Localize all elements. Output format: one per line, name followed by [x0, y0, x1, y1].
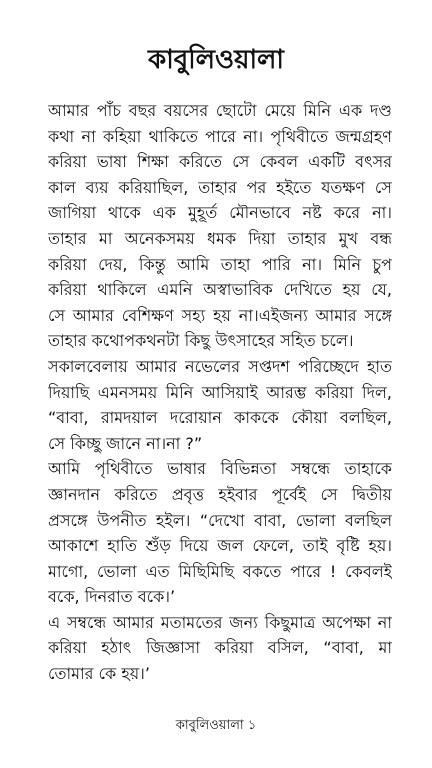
text-line: জাগিয়া থাকে এক মুহূর্ত মৌনভাবে নষ্ট করে না।: [48, 203, 392, 223]
text-line: আমি পৃথিবীতে ভাষার বিভিন্নতা সম্বন্ধে তাহাকে: [48, 459, 392, 479]
text-line: করিয়া ভাষা শিক্ষা করিতে সে কেবল একটি বৎসর: [48, 152, 392, 172]
text-line: সে আমার বেশিক্ষণ সহ্য হয় না।এইজন্য আমার সঙ্গে: [48, 305, 392, 325]
text-line: “বাবা, রামদয়াল দরোয়ান কাককে কৌয়া বলছিল,: [48, 408, 392, 428]
text-line: এ সম্বন্ধে আমার মতামতের জন্য কিছুমাত্র অপেক্ষা না: [48, 612, 392, 632]
text-line: আমার পাঁচ বছর বয়সের ছোটো মেয়ে মিনি এক দণ্ড: [48, 101, 392, 120]
paragraph-4: [48, 610, 392, 687]
text-line: কথা না কহিয়া থাকিতে পারে না। পৃথিবীতে জন্মগ্রহণ: [48, 126, 392, 146]
text-line: প্রসঙ্গে উপনীত হইল। “দেখো বাবা, ভোলা বলছিল: [48, 510, 392, 530]
text-line: সে কিচ্ছু জানে না।না ?”: [48, 433, 203, 453]
paragraph-1: [48, 98, 392, 354]
text-line: মাগো, ভোলা এত মিছিমিছি বকতে পারে ! কেবলই: [48, 561, 392, 581]
text-line: বকে, দিনরাত বকে।’: [48, 587, 176, 607]
text-line: করিয়া দেয়, কিন্তু আমি তাহা পারি না। মিনি চুপ: [48, 254, 392, 274]
paragraph-3: [48, 456, 392, 610]
text-line: সকালবেলায় আমার নভেলের সপ্তদশ পরিচ্ছেদে হাত: [48, 356, 392, 376]
text-line: দিয়াছি এমনসময় মিনি আসিয়াই আরম্ভ করিয়া দিল,: [48, 382, 392, 402]
story-text: [48, 98, 392, 687]
text-line: করিয়া থাকিলে এমনি অস্বাভাবিক দেখিতে হয় যে,: [48, 280, 392, 300]
text-line: জ্ঞানদান করিতে প্রবৃত্ত হইবার পূর্বেই সে দ্বিতীয়: [48, 484, 392, 504]
text-line: করিয়া হঠাৎ জিজ্ঞাসা করিয়া বসিল, “বাবা, মা: [48, 638, 392, 658]
text-line: কাল ব্যয় করিয়াছিল, তাহার পর হইতে যতক্ষণ সে: [48, 177, 392, 197]
text-line: আকাশে হাতি শুঁড় দিয়ে জল ফেলে, তাই বৃষ্টি হয়।: [48, 536, 392, 556]
paragraph-2: [48, 354, 392, 456]
chapter-title: কাবুলিওয়ালা: [148, 45, 284, 75]
text-line: তোমার কে হয়।’: [48, 664, 150, 684]
text-line: তাহার মা অনেকসময় ধমক দিয়া তাহার মুখ বন্ধ: [48, 228, 392, 248]
page-footer: কাবুলিওয়ালা ১: [175, 718, 257, 733]
text-line: তাহার কথোপকথনটা কিছু উৎসাহের সহিত চলে।: [48, 331, 354, 351]
